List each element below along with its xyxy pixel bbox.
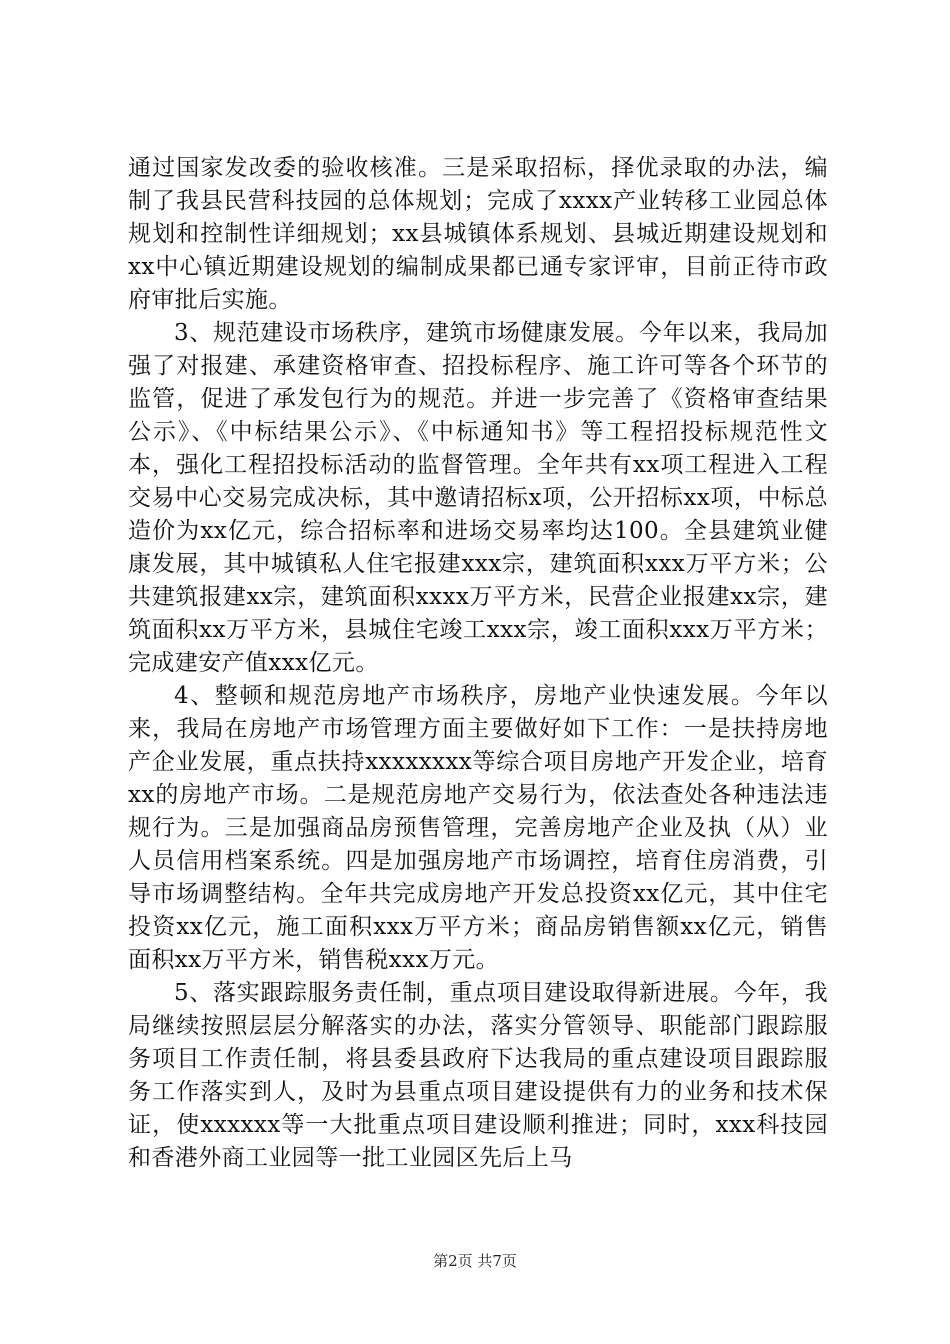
paragraph-continuation: 通过国家发改委的验收核准。三是采取招标，择优录取的办法，编制了我县民营科技园的总体规划；完成了xxxx产业转移工业园总体规划和控制性详细规划；xx县城镇体系规划、县城近期建设规划和xx中心镇近期建设规划的编制成果都已通专家评审，目前正待市政府审批后实施。 <box>128 155 828 313</box>
document-body <box>128 152 828 1175</box>
paragraph-item-5: 5、落实跟踪服务责任制，重点项目建设取得新进展。今年，我局继续按照层层分解落实的办法，落实分管领导、职能部门跟踪服务项目工作责任制，将县委县政府下达我局的重点建设项目跟踪服务工作落实到人，及时为县重点项目建设提供有力的业务和技术保证，使xxxxxx等一大批重点项目建设顺利推进；同时，xxx科技园和香港外商工业园等一批工业园区先后上马 <box>128 980 828 1171</box>
page-number-footer: 第2页 共7页 <box>433 1252 517 1270</box>
paragraph-item-3: 3、规范建设市场秩序，建筑市场健康发展。今年以来，我局加强了对报建、承建资格审查、招投标程序、施工许可等各个环节的监管，促进了承发包行为的规范。并进一步完善了《资格审查结果公示》、《中标结果公示》、《中标通知书》等工程招投标规范性文本，强化工程招投标活动的监督管理。全年共有xx项工程进入工程交易中心交易完成决标，其中邀请招标x项，公开招标xx项，中标总造价为xx亿元，综合招标率和进场交易率均达100。全县建筑业健康发展，其中城镇私人住宅报建xxx宗，建筑面积xxx万平方米；公共建筑报建xx宗，建筑面积xxxx万平方米，民营企业报建xx宗，建筑面积xx万平方米，县城住宅竣工xxx宗，竣工面积xxx万平方米；完成建安产值xxx亿元。 <box>128 320 828 676</box>
paragraph-item-4: 4、整顿和规范房地产市场秩序，房地产业快速发展。今年以来，我局在房地产市场管理方面主要做好如下工作：一是扶持房地产企业发展，重点扶持xxxxxxxx等综合项目房地产开发企业，培育xx的房地产市场。二是规范房地产交易行为，依法查处各种违法违规行为。三是加强商品房预售管理，完善房地产企业及执（从）业人员信用档案系统。四是加强房地产市场调控，培育住房消费，引导市场调整结构。全年共完成房地产开发总投资xx亿元，其中住宅投资xx亿元，施工面积xxx万平方米；商品房销售额xx亿元，销售面积xx万平方米，销售税xxx万元。 <box>128 683 828 973</box>
